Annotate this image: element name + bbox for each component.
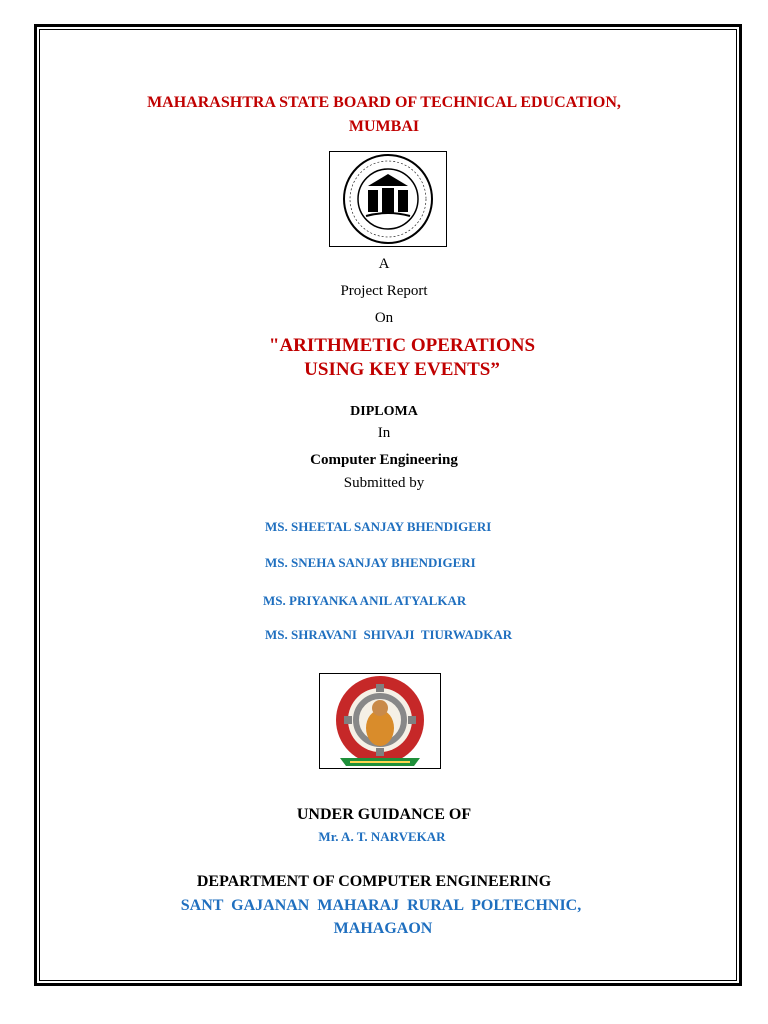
diploma-label: DIPLOMA — [350, 404, 418, 419]
branch-name: Computer Engineering — [310, 452, 458, 468]
guidance-heading: UNDER GUIDANCE OF — [296, 806, 472, 823]
guide-name: Mr. A. T. NARVEKAR — [318, 829, 446, 844]
student-name: MS. SHEETAL SANJAY BHENDIGERI — [265, 519, 492, 534]
msbte-seal-icon — [330, 152, 446, 246]
msbte-logo — [329, 151, 447, 247]
report-on: On — [374, 310, 394, 326]
college-name-line1: SANT GAJANAN MAHARAJ RURAL POLTECHNIC, — [180, 897, 582, 914]
report-type: Project Report — [340, 283, 428, 299]
submitted-by-label: Submitted by — [343, 475, 425, 491]
project-title-line2: USING KEY EVENTS” — [304, 359, 500, 380]
report-article: A — [378, 256, 390, 272]
student-name: MS. PRIYANKA ANIL ATYALKAR — [263, 593, 467, 608]
student-name: MS. SHRAVANI SHIVAJI TIURWADKAR — [265, 627, 513, 642]
department-name: DEPARTMENT OF COMPUTER ENGINEERING — [196, 873, 552, 890]
board-name-line2: MUMBAI — [348, 118, 420, 135]
college-emblem-icon — [320, 674, 440, 768]
in-label: In — [377, 425, 391, 441]
board-name-line1: MAHARASHTRA STATE BOARD OF TECHNICAL EDUCATION, — [147, 94, 621, 111]
college-name-line2: MAHAGAON — [333, 920, 433, 937]
college-logo — [319, 673, 441, 769]
student-name: MS. SNEHA SANJAY BHENDIGERI — [265, 555, 476, 570]
project-title-line1: "ARITHMETIC OPERATIONS — [268, 335, 536, 356]
